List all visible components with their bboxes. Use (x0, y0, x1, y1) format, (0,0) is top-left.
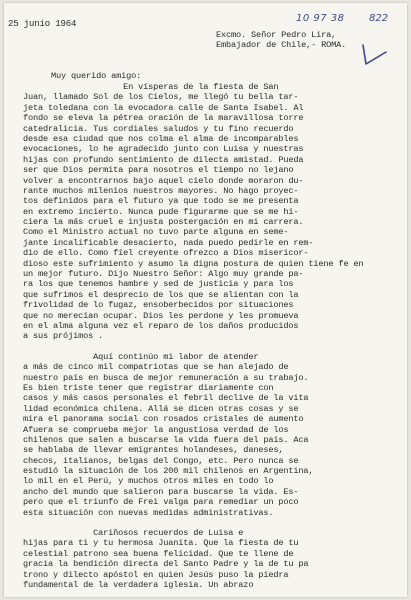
letter-line: hijas para ti y tu hermosa Juanita. Que la fiesta de tu (23, 538, 299, 549)
letter-line: que no merecían ocupar. Dios les perdone y les promueva (23, 310, 299, 321)
letter-line: Aquí continúo mi labor de atender (23, 351, 259, 362)
letter-page (4, 3, 407, 597)
letter-body (23, 82, 395, 590)
letter-line: mira el panorama social con rosados cristales de aumento (23, 414, 304, 425)
paragraph-3 (23, 528, 395, 590)
letter-line: estudió la situación de los 200 mil chilenos en Argentina, (23, 466, 314, 477)
letter-line: en el alma alguna vez el reparo de los daños producidos (23, 320, 299, 331)
letter-line: Es bien triste tener que registrar diariamente con (23, 382, 274, 393)
letter-line: esta situación con nuevas medidas administrativas. (23, 507, 274, 518)
letter-line: Juan, llamado Sol de los Cielos, me llegó tu bella tar- (23, 92, 299, 103)
letter-line: ciera la más cruel e injusta postergación en mi carrera. (23, 217, 304, 228)
letter-line: checos, italianos, belgas del Congo, etc. Pero nunca se (23, 455, 299, 466)
salutation: Muy querido amigo: (51, 71, 142, 81)
letter-line: evocaciones, lo he agradecido junto con Luisa y nuestras (23, 144, 304, 155)
letter-line: a más de cinco mil compatriotas que se han alejado de (23, 362, 289, 373)
letter-line: ancho del mundo que salieron para buscarse la vida. Es- (23, 486, 299, 497)
paragraph-1 (23, 82, 395, 342)
letter-line: nuestro país en busca de mejor remuneración a su trabajo. (23, 372, 309, 383)
letter-line: que sufrimos el desprecio de los que se alientan con la (23, 289, 299, 300)
letter-line: catedralicia. Tus cordiales saludos y tu fino recuerdo (23, 123, 294, 134)
letter-line: a sus prójimos . (23, 331, 104, 342)
letter-line: trono y dilecto apóstol en quien Jesús puso la piedra (23, 569, 289, 580)
letter-line: rante muchos milenios nuestros mayores. No hago proyec- (23, 185, 299, 196)
letter-line: ser que Dios permita para nosotros el tiempo no lejano (23, 165, 294, 176)
letter-line: lidad económica chilena. Allá se dicen otras cosas y se (23, 403, 299, 414)
letter-line: fundamental de la verdadera iglesia. Un abrazo (23, 579, 254, 590)
letter-line: desde esa ciudad que nos colma el alma de incomparables (23, 133, 299, 144)
letter-line: tos definidos para el futuro ya que todo se me presenta (23, 196, 299, 207)
letter-line: pero que el triunfo de Frei valga para remediar un poco (23, 497, 299, 508)
letter-line: Como el Ministro actual no tuvo parte alguna en seme- (23, 227, 289, 238)
letter-line: En vísperas de la fiesta de San (23, 82, 279, 92)
letter-line: jante incalificable desacierto, nada puedo pedirle en rem- (23, 237, 314, 248)
letter-line: fondo se eleva la pétrea oración de la maravillosa torre (23, 113, 304, 124)
letter-date: 25 junio 1964 (8, 19, 77, 29)
paragraph-2 (23, 352, 395, 518)
letter-line: frivolidad de lo fugaz, ensoberbecidos por situaciones (23, 300, 294, 311)
letter-line: en extremo incierto. Nunca pude figurarme que se me hi- (23, 206, 299, 217)
letter-line: volver a encontrarnos bajo aquel cielo donde moraron du- (23, 175, 304, 186)
letter-line: Afuera se comprueba mejor la angustiosa verdad de los (23, 424, 289, 435)
letter-line: se hablaba de llevar emigrantes holandeses, daneses, (23, 445, 284, 456)
letter-line: lo mil en el Perú, y muchos otros miles en todo lo (23, 476, 274, 487)
letter-line: chilenos que salen a buscarse la vida fuera del país. Aca (23, 434, 309, 445)
letter-line: gracia la bendición directa del Santo Padre y la de tu pa (23, 559, 309, 570)
recipient-line-2: Embajador de Chile,- ROMA. (216, 40, 347, 50)
letter-line: jeta toledana con la evocadora calle de Santa Isabel. Al (23, 102, 304, 113)
recipient-line-1: Excmo. Señor Pedro Lira, (216, 30, 337, 40)
letter-line: celestial patrono sea buena felicidad. Que te llene de (23, 548, 294, 559)
letter-line: dioso este sufrimiento y asumo la digna postura de quien tiene fe en (23, 258, 364, 269)
page-number: 822 (369, 13, 389, 24)
letter-line: Cariñosos recuerdos de Luisa e (23, 528, 244, 539)
letter-line: ra los que tenemos hambre y sed de justicia y para los (23, 279, 294, 290)
handwritten-check-mark (360, 40, 390, 70)
letter-line: dio de ello. Como fiel creyente ofrezco a Dios misericor- (23, 248, 309, 259)
letter-line: un mejor futuro. Dijo Nuestro Señor: Algo muy grande pa- (23, 269, 304, 280)
archive-number: 10 97 38 (296, 13, 345, 24)
letter-line: casos y más casos personales el febril declive de la vita (23, 393, 309, 404)
letter-line: hijas con profundo sentimiento de dilecta amistad. Pueda (23, 154, 304, 165)
